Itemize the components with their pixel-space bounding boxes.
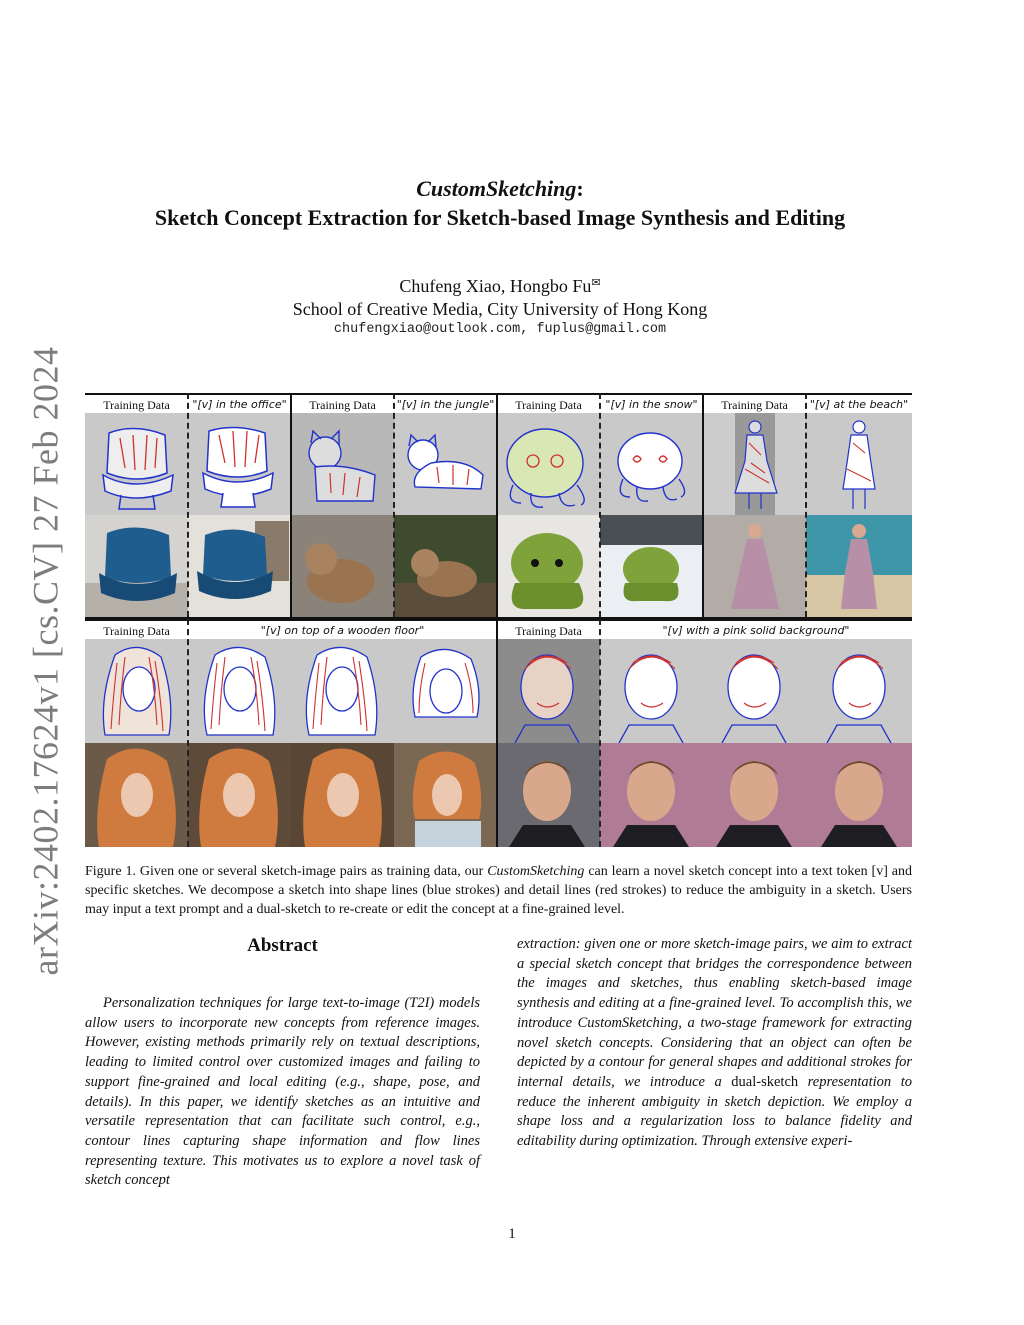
header-prompt-office: "[v] in the office" <box>188 393 291 415</box>
row1-images <box>85 413 912 617</box>
page-number: 1 <box>508 1226 516 1242</box>
divider-dashed <box>805 393 807 617</box>
man-photo-3 <box>806 743 912 847</box>
woman-photo-train <box>85 743 188 847</box>
caption-method-name: CustomSketching <box>487 864 585 879</box>
header-training-data: Training Data <box>497 619 600 641</box>
man-photo-2 <box>703 743 806 847</box>
figure-caption <box>85 862 912 919</box>
header-prompt-jungle: "[v] in the jungle" <box>394 393 497 415</box>
dual-sketch-term: dual-sketch <box>731 1073 799 1090</box>
woman-sketch-1 <box>188 639 291 743</box>
woman-sketch-2 <box>291 639 394 743</box>
caption-text: Figure 1. Given one or several sketch-image pairs as training data, our <box>85 864 488 879</box>
plush-photo-snow <box>600 515 703 617</box>
divider-solid <box>290 393 292 617</box>
header-training-data: Training Data <box>291 393 394 415</box>
affiliation: School of Creative Media, City University of Hong Kong <box>292 299 708 319</box>
divider-dashed <box>599 393 601 617</box>
plush-sketch-train <box>497 413 600 515</box>
divider-dashed <box>187 619 189 847</box>
header-prompt-beach: "[v] at the beach" <box>806 393 912 415</box>
header-training-data: Training Data <box>85 393 188 415</box>
man-sketch-1 <box>600 639 703 743</box>
chair-sketch-office <box>188 413 291 515</box>
divider-dashed <box>187 393 189 617</box>
cat-sketch-train <box>291 413 394 515</box>
dress-sketch-train <box>703 413 806 515</box>
dress-photo-train <box>703 515 806 617</box>
cat-sketch-jungle <box>394 413 497 515</box>
woman-photo-3 <box>394 743 497 847</box>
abstract-paragraph: Personalization techniques for large text-to-image (T2I) models allow users to incorporate new concepts from reference images. However, existing methods primarily rely on textual descriptions, leading to limited control over customized images and failing to support fine-grained and local editing (e.g., shape, pose, and details). In this paper, we identify sketches as an intuitive and versatile representation that can facilitate such control, e.g., contour lines capturing shape information and flow lines representing texture. This motivates us to explore a novel task of sketch concept <box>85 995 480 1189</box>
cat-photo-train <box>291 515 394 617</box>
divider-solid <box>496 619 498 847</box>
abstract-continued: extraction: given one or more sketch-image pairs, we aim to extract a special sketch concept that bridges the correspondence between the images and sketches, thus enabling sketch-based image synthesis and editing at a fine-grained level. To accomplish this, we introduce CustomSketching, a two-stage framework for extracting novel sketch concepts. Considering that an object can often be depicted by a contour for general shapes and additional strokes for internal details, we introduce a <box>517 936 912 1090</box>
divider-solid <box>496 393 498 617</box>
header-prompt-snow: "[v] in the snow" <box>600 393 703 415</box>
header-training-data: Training Data <box>703 393 806 415</box>
row2-images <box>85 639 912 847</box>
man-photo-train <box>497 743 600 847</box>
abstract-heading: Abstract <box>247 935 318 956</box>
plush-photo-train <box>497 515 600 617</box>
woman-photo-2 <box>291 743 394 847</box>
title-colon: : <box>576 176 584 201</box>
paper-title <box>90 175 910 233</box>
chair-photo-train <box>85 515 188 617</box>
abstract-continued-2: representation to reduce the inherent ambiguity in sketch depiction. We employ a shape loss and a regularization loss to balance fidelity and editability during optimization. Through extensive experi- <box>517 1073 912 1150</box>
divider-dashed <box>393 393 395 617</box>
header-training-data: Training Data <box>85 619 188 641</box>
abstract-right-column <box>517 935 912 1152</box>
header-training-data: Training Data <box>497 393 600 415</box>
caption-text-rest: can learn a novel sketch concept into a text token [v] and specific sketches. We decompose a sketch into shape lines (blue strokes) and detail lines (red strokes) to reduce the ambiguity in a sketch. Users may input a text prompt and a dual-sketch to re-create or edit the concept at a fine-grained level. <box>85 864 912 917</box>
header-prompt-wooden-floor: "[v] on top of a wooden floor" <box>188 619 497 641</box>
author-block <box>90 272 910 321</box>
divider-dashed <box>599 619 601 847</box>
chair-photo-office <box>188 515 291 617</box>
dress-photo-beach <box>806 515 912 617</box>
divider-row <box>85 617 912 619</box>
arxiv-stamp <box>18 346 72 976</box>
man-sketch-3 <box>806 639 912 743</box>
header-prompt-pink-background: "[v] with a pink solid background" <box>600 619 912 641</box>
cat-photo-jungle <box>394 515 497 617</box>
divider-solid <box>702 393 704 617</box>
man-photo-1 <box>600 743 703 847</box>
woman-sketch-train <box>85 639 188 743</box>
author-names: Chufeng Xiao, Hongbo Fu <box>399 276 592 296</box>
chair-sketch-train <box>85 413 188 515</box>
author-emails: chufengxiao@outlook.com, fuplus@gmail.com <box>333 322 667 337</box>
man-sketch-2 <box>703 639 806 743</box>
figure-1 <box>85 393 912 847</box>
man-sketch-train <box>497 639 600 743</box>
abstract-left-column <box>85 994 480 1191</box>
title-subtitle: Sketch Concept Extraction for Sketch-based Image Synthesis and Editing <box>154 205 846 230</box>
woman-sketch-3 <box>394 639 497 743</box>
dress-sketch-beach <box>806 413 912 515</box>
envelope-icon: ✉ <box>591 277 601 289</box>
woman-photo-1 <box>188 743 291 847</box>
plush-sketch-snow <box>600 413 703 515</box>
arxiv-stamp-text: arXiv:2402.17624v1 [cs.CV] 27 Feb 2024 <box>25 346 66 976</box>
title-italic: CustomSketching <box>416 176 577 201</box>
